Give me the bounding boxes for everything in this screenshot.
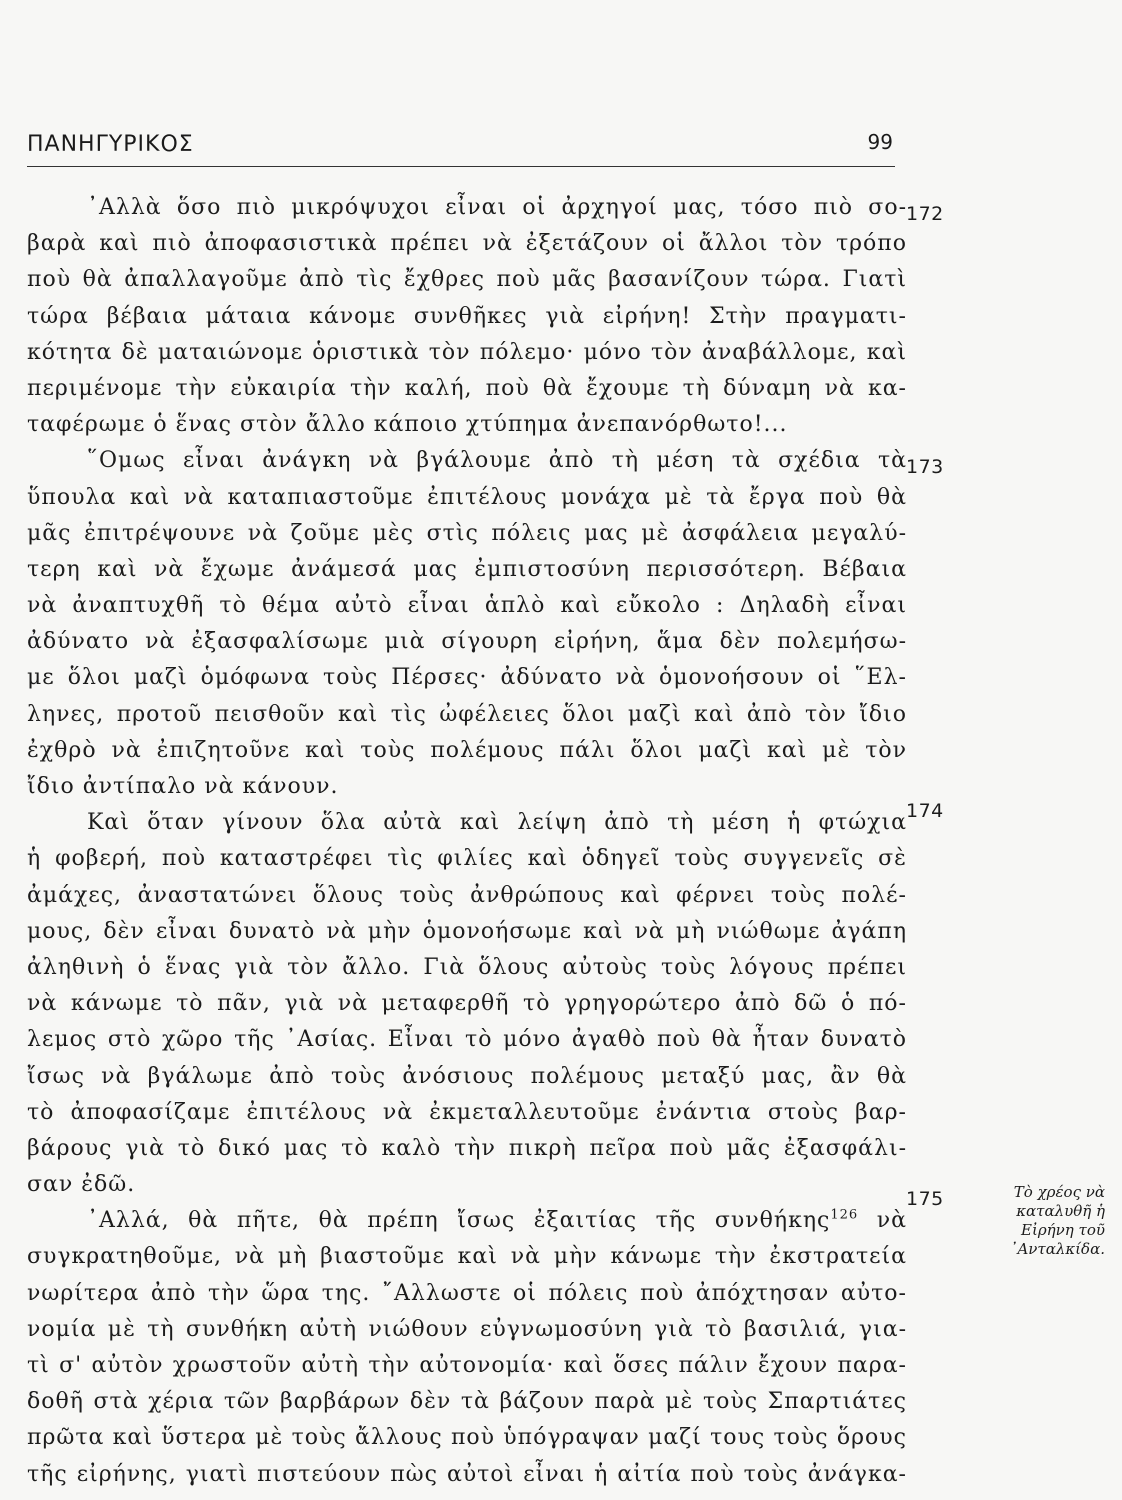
header-rule xyxy=(27,166,895,167)
text-line: λεμος στὸ χῶρο τῆς ᾿Ασίας. Εἶναι τὸ μόνο ἀγαθὸ ποὺ θὰ ἦταν δυνατὸ xyxy=(27,1027,907,1053)
paragraph-number-172: 172 xyxy=(906,203,944,225)
text-line: ἴδιο ἀντίπαλο νὰ κάνουν. xyxy=(27,774,339,799)
text-line: δοθῆ στὰ χέρια τῶν βαρβάρων δὲν τὰ βάζουν παρὰ μὲ τοὺς Σπαρτιάτες xyxy=(27,1389,907,1415)
text-line: κότητα δὲ ματαιώνομε ὁριστικὰ τὸν πόλεμο· μόνο τὸν ἀναβάλλομε, καὶ xyxy=(27,339,907,365)
text-line: ταφέρωμε ὁ ἕνας στὸν ἄλλο κάποιο χτύπημα ἀνεπανόρθωτο!... xyxy=(27,412,788,438)
text-line: σαν ἐδῶ. xyxy=(27,1172,136,1198)
text-line: ἀμάχες, ἀναστατώνει ὅλους τοὺς ἀνθρώπους καὶ φέρνει τοὺς πολέ- xyxy=(27,882,907,908)
paragraph-number-173: 173 xyxy=(906,456,944,478)
text-line: νομία μὲ τὴ συνθήκη αὐτὴ νιώθουν εὐγνωμοσύνη γιὰ τὸ βασιλιά, για- xyxy=(27,1316,907,1342)
text-line: ῞Ομως εἶναι ἀνάγκη νὰ βγάλουμε ἀπὸ τὴ μέση τὰ σχέδια τὰ xyxy=(87,448,907,474)
text-line: ὕπουλα καὶ νὰ καταπιαστοῦμε ἐπιτέλους μονάχα μὲ τὰ ἔργα ποὺ θὰ xyxy=(27,484,907,510)
text-line: ἀδύνατο νὰ ἐξασφαλίσωμε μιὰ σίγουρη εἰρήνη, ἅμα δὲν πολεμήσω- xyxy=(27,629,907,655)
text-line: ἡ φοβερή, ποὺ καταστρέφει τὶς φιλίες καὶ ὁδηγεῖ τοὺς συγγενεῖς σὲ xyxy=(27,846,907,872)
text-line: νὰ ἀναπτυχθῆ τὸ θέμα αὐτὸ εἶναι ἁπλὸ καὶ εὔκολο : Δηλαδὴ εἶναι xyxy=(27,593,907,619)
text-line: τώρα βέβαια μάταια κάνομε συνθῆκες γιὰ εἰρήνη! Στὴν πραγματι- xyxy=(27,303,907,329)
running-title: ΠΑΝΗΓΥΡΙΚΟΣ xyxy=(27,132,194,157)
text-line: βάρους γιὰ τὸ δικό μας τὸ καλὸ τὴν πικρὴ πεῖρα ποὺ μᾶς ἐξασφάλι- xyxy=(27,1135,907,1161)
text-line: ἀληθινὴ ὁ ἕνας γιὰ τὸν ἄλλο. Γιὰ ὅλους αὐτοὺς τοὺς λόγους πρέπει xyxy=(27,954,907,980)
text-line: τῆς εἰρήνης, γιατὶ πιστεύουν πὼς αὐτοὶ εἶναι ἡ αἰτία ποὺ τοὺς ἀνάγκα- xyxy=(27,1461,907,1487)
text-line: ἐχθρὸ νὰ ἐπιζητοῦνε καὶ τοὺς πολέμους πάλι ὅλοι μαζὶ καὶ μὲ τὸν xyxy=(27,737,907,763)
text-line: τὶ σ' αὐτὸν χρωστοῦν αὐτὴ τὴν αὐτονομία· καὶ ὅσες πάλιν ἔχουν παρα- xyxy=(27,1353,907,1378)
text-line: περιμένομε τὴν εὐκαιρία τὴν καλή, ποὺ θὰ ἔχουμε τὴ δύναμη νὰ κα- xyxy=(27,375,907,401)
text-line: μᾶς ἐπιτρέψουνε νὰ ζοῦμε μὲς στὶς πόλεις μας μὲ ἀσφάλεια μεγαλύ- xyxy=(27,520,907,546)
text-line: βαρὰ καὶ πιὸ ἀποφασιστικὰ πρέπει νὰ ἐξετάζουν οἱ ἄλλοι τὸν τρόπο xyxy=(27,231,907,257)
text-line: νὰ κάνωμε τὸ πᾶν, γιὰ νὰ μεταφερθῆ τὸ γρηγορώτερο ἀπὸ δῶ ὁ πό- xyxy=(27,991,907,1017)
paragraph-number-175: 175 xyxy=(906,1188,944,1210)
text-line: Καὶ ὅταν γίνουν ὅλα αὐτὰ καὶ λείψη ἀπὸ τὴ μέση ἡ φτώχια xyxy=(87,810,907,836)
footnote-marker[interactable]: 126 xyxy=(830,1207,859,1223)
text-line: τὸ ἀποφασίζαμε ἐπιτέλους νὰ ἐκμεταλλευτοῦμε ἐνάντια στοὺς βαρ- xyxy=(27,1099,907,1125)
text-line: με ὅλοι μαζὶ ὁμόφωνα τοὺς Πέρσες· ἀδύνατο νὰ ὁμονοήσουν οἱ ῞Ελ- xyxy=(27,665,907,691)
paragraph-number-174: 174 xyxy=(906,800,944,822)
text-line: ποὺ θὰ ἀπαλλαγοῦμε ἀπὸ τὶς ἔχθρες ποὺ μᾶς βασανίζουν τώρα. Γιατὶ xyxy=(27,267,907,293)
text-line-with-footnote xyxy=(27,1203,907,1239)
text-line: ἴσως νὰ βγάλωμε ἀπὸ τοὺς ἀνόσιους πολέμους μεταξύ μας, ἂν θὰ xyxy=(27,1063,907,1089)
text-line: ληνες, προτοῦ πεισθοῦν καὶ τὶς ὠφέλειες ὅλοι μαζὶ καὶ ἀπὸ τὸν ἴδιο xyxy=(27,701,907,727)
text-line: συγκρατηθοῦμε, νὰ μὴ βιαστοῦμε καὶ νὰ μὴν κάνωμε τὴν ἐκστρατεία xyxy=(27,1244,907,1270)
page-number: 99 xyxy=(867,130,893,154)
text-segment: νὰ xyxy=(876,1208,907,1234)
page-header xyxy=(27,126,903,166)
body-text xyxy=(27,190,907,1493)
text-segment: ᾿Αλλά, θὰ πῆτε, θὰ πρέπη ἴσως ἐξαιτίας τῆς συνθήκης xyxy=(87,1208,831,1234)
margin-note: Τὸ χρέος νὰ καταλυθῆ ἡ Εἰρήνη τοῦ ᾿Ανταλκίδα. xyxy=(1009,1183,1105,1258)
text-line: ᾿Αλλὰ ὅσο πιὸ μικρόψυχοι εἶναι οἱ ἀρχηγοί μας, τόσο πιὸ σο- xyxy=(87,195,907,220)
text-line: μους, δὲν εἶναι δυνατὸ νὰ μὴν ὁμονοήσωμε καὶ νὰ μὴ νιώθωμε ἀγάπη xyxy=(27,918,907,944)
text-line: νωρίτερα ἀπὸ τὴν ὥρα της. ῎Αλλωστε οἱ πόλεις ποὺ ἀπόχτησαν αὐτο- xyxy=(27,1280,907,1306)
text-line: πρῶτα καὶ ὕστερα μὲ τοὺς ἄλλους ποὺ ὑπόγραψαν μαζί τους τοὺς ὅρους xyxy=(27,1425,907,1451)
text-line: τερη καὶ νὰ ἔχωμε ἀνάμεσά μας ἐμπιστοσύνη περισσότερη. Βέβαια xyxy=(27,556,907,582)
